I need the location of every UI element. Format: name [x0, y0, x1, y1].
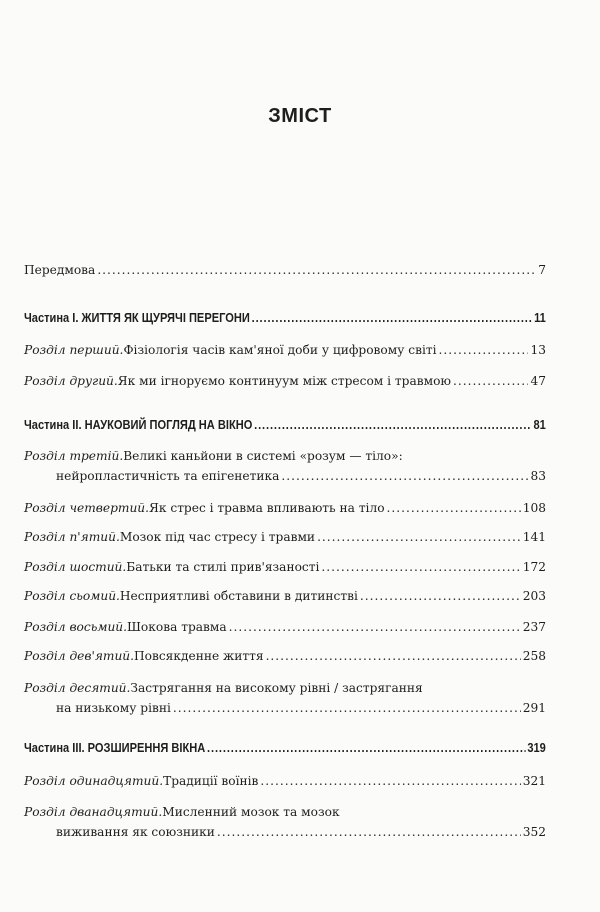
page-number: 141: [522, 530, 546, 544]
dot-leader: [229, 617, 521, 637]
entry-title: Фізіологія часів кам'яної доби у цифровому світі: [123, 343, 437, 357]
page-number: 83: [530, 469, 546, 483]
toc-entry-chapter-4[interactable]: [24, 498, 546, 518]
page-number: 108: [522, 501, 546, 515]
chapter-label: Розділ третій.: [24, 449, 124, 463]
entry-title: Повсякденне життя: [134, 649, 264, 663]
entry-title: Передмова: [24, 263, 96, 277]
page-number: 258: [522, 649, 546, 663]
dot-leader: [281, 466, 528, 486]
entry-title: Великі каньйони в системі «розум — тіло»:: [123, 449, 403, 463]
chapter-label: Розділ дванадцятий.: [24, 805, 163, 819]
toc-entry-part-2[interactable]: [24, 415, 546, 435]
page-number: 321: [522, 774, 546, 788]
chapter-label: Розділ сьомий.: [24, 589, 120, 603]
entry-title: Як стрес і травма впливають на тіло: [149, 501, 385, 515]
toc-entry-chapter-11[interactable]: [24, 771, 546, 791]
entry-title: Як ми ігноруємо континуум між стресом і травмою: [117, 374, 452, 388]
entry-title: Мозок під час стресу і травми: [119, 530, 316, 544]
page-number: 11: [534, 311, 546, 325]
entry-title: Мисленний мозок та мозок: [162, 805, 340, 819]
chapter-label: Розділ другий.: [24, 374, 118, 388]
entry-title: Частина III. РОЗШИРЕННЯ ВІКНА: [24, 741, 206, 755]
toc-entry-chapter-1[interactable]: [24, 340, 546, 360]
entry-title: Застрягання на високому рівні / застрягання: [130, 681, 423, 695]
dot-leader: [97, 260, 536, 280]
dot-leader: [173, 698, 521, 718]
entry-title: Традиції воїнів: [163, 774, 259, 788]
chapter-label: Розділ восьмий.: [24, 620, 128, 634]
toc-entry-part-3[interactable]: [24, 738, 546, 758]
entry-title: Частина I. ЖИТТЯ ЯК ЩУРЯЧІ ПЕРЕГОНИ: [24, 311, 250, 325]
toc-entry-chapter-8[interactable]: [24, 617, 546, 637]
dot-leader: [217, 822, 521, 842]
toc-entry-chapter-3[interactable]: [24, 446, 546, 486]
page-number: 319: [527, 741, 546, 755]
page-number: 291: [522, 701, 546, 715]
dot-leader: [260, 771, 520, 791]
dot-leader: [321, 557, 520, 577]
chapter-label: Розділ четвертий.: [24, 501, 150, 515]
dot-leader: [317, 527, 521, 547]
page-number: 7: [538, 263, 546, 277]
entry-title-line2: на низькому рівні: [56, 701, 171, 715]
chapter-label: Розділ одинадцятий.: [24, 774, 164, 788]
page-number: 172: [522, 560, 546, 574]
entry-title-line2: нейропластичність та епігенетика: [56, 469, 280, 483]
page-number: 237: [522, 620, 546, 634]
page-title: ЗМІСТ: [268, 105, 332, 127]
toc-entry-chapter-9[interactable]: [24, 646, 546, 666]
dot-leader: [360, 586, 521, 606]
entry-title: Несприятливі обставини в дитинстві: [119, 589, 358, 603]
dot-leader: [439, 340, 529, 360]
chapter-label: Розділ перший.: [24, 343, 124, 357]
toc-entry-chapter-7[interactable]: [24, 586, 546, 606]
toc-entry-chapter-10[interactable]: [24, 678, 546, 718]
entry-title: Шокова травма: [127, 620, 227, 634]
chapter-label: Розділ п'ятий.: [24, 530, 120, 544]
chapter-label: Розділ дев'ятий.: [24, 649, 135, 663]
toc-entry-chapter-2[interactable]: [24, 371, 546, 391]
entry-title: Частина II. НАУКОВИЙ ПОГЛЯД НА ВІКНО: [24, 418, 253, 432]
page-number: 13: [530, 343, 546, 357]
dot-leader: [453, 371, 528, 391]
dot-leader: [254, 415, 532, 435]
toc-entry-chapter-12[interactable]: [24, 802, 546, 842]
page-number: 352: [522, 825, 546, 839]
entry-title-line2: виживання як союзники: [56, 825, 215, 839]
dot-leader: [252, 308, 533, 328]
dot-leader: [207, 738, 526, 758]
chapter-label: Розділ десятий.: [24, 681, 131, 695]
toc-entry-preface[interactable]: [24, 260, 546, 280]
toc-entry-chapter-6[interactable]: [24, 557, 546, 577]
page-number: 203: [522, 589, 546, 603]
entry-title: Батьки та стилі прив'язаності: [126, 560, 320, 574]
chapter-label: Розділ шостий.: [24, 560, 127, 574]
dot-leader: [387, 498, 521, 518]
page-number: 47: [530, 374, 546, 388]
dot-leader: [266, 646, 521, 666]
page-number: 81: [533, 418, 546, 432]
toc-entry-part-1[interactable]: [24, 308, 546, 328]
toc-entry-chapter-5[interactable]: [24, 527, 546, 547]
